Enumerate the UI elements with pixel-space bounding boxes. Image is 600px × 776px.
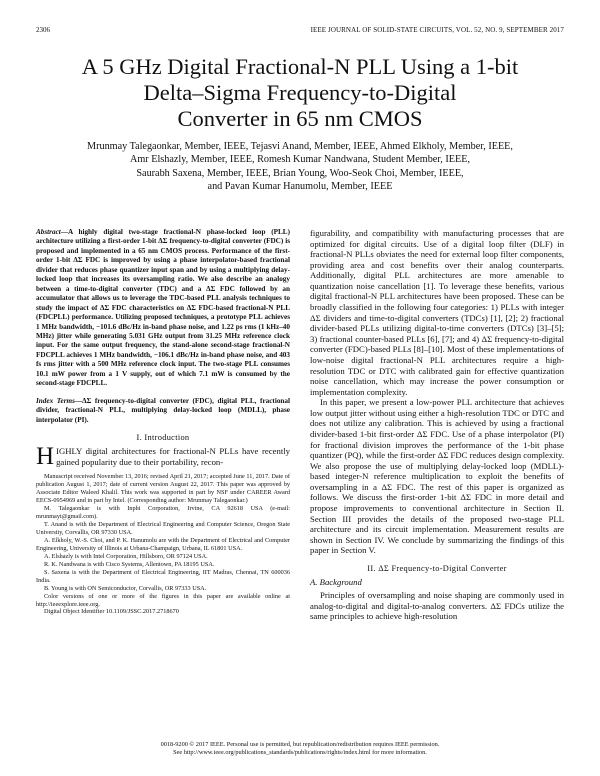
abstract-text: —A highly digital two-stage fractional-N phase-locked loop (PLL) architecture utilizing a first-order 1-bit ΔΣ frequency-to-digital converter (FDC) is proposed and implemented in a 65 nm CMOS process. Performance of the first-order 1-bit ΔΣ FDC is improved by using a phase interpolator-based fractional divider that reduces phase quantizer input span and by using a multiplying delay-locked loop that increases its oversampling ratio. We also describe an analogy between a time-to-digital converter (TDC) and a ΔΣ FDC followed by an accumulator that allows us to leverage the TDC-based PLL analysis techniques to study the impact of ΔΣ FDC characteristics on ΔΣ FDC-based fractional-N PLL (FDCPLL) performance. Utilizing proposed techniques, a prototype PLL achieves 1 MHz bandwidth, −101.6 dBc/Hz in-band phase noise, and 1.22 ps rms (1 kHz–40 MHz) jitter while generating 5.031 GHz output from 31.25 MHz reference clock input. For the same output frequency, the stand-alone second-stage fractional-N FDCPLL achieves 1 MHz bandwidth, −106.1 dBc/Hz in-band phase noise, and 403 fs rms jitter with a 500 MHz reference clock input. The two-stage PLL consumes 10.1 mW power from a 1 V supply, out of which 7.1 mW is consumed by the second-stage FDCPLL. xyxy=(36,228,290,388)
footnote-author: M. Talegaonkar is with Inphi Corporation, Irvine, CA 92618 USA (e-mail: mrunmayt@gmail.com). xyxy=(36,505,290,521)
body-paragraph: Principles of oversampling and noise shaping are commonly used in analog-to-digital and digital-to-analog converters. ΔΣ FDCs utilize the same principles to achieve high-resolution xyxy=(310,589,564,622)
title-line-3: Converter in 65 nm CMOS xyxy=(177,106,423,131)
index-terms xyxy=(36,397,290,425)
abstract-lead: Abstract xyxy=(36,228,61,236)
right-column xyxy=(310,228,564,622)
intro-text: IGHLY digital architectures for fractional-N PLLs have recently gained popularity due to their portability, recon- xyxy=(56,446,290,467)
copyright-line-1: 0018-9200 © 2017 IEEE. Personal use is permitted, but republication/redistribution requires IEEE permission. xyxy=(160,741,440,748)
drop-cap: H xyxy=(36,443,55,471)
author-line-2: Amr Elshazly, Member, IEEE, Romesh Kumar Nandwana, Student Member, IEEE, xyxy=(130,154,470,166)
title-line-1: A 5 GHz Digital Fractional-N PLL Using a 1-bit xyxy=(81,54,519,79)
abstract xyxy=(36,228,290,389)
footnote-manuscript: Manuscript received November 13, 2016; revised April 21, 2017; accepted June 11, 2017. Date of publication August 1, 2017; date of current version August 22, 2017. This paper was approved by Associate Editor Waleed Khalil. This work was supported in part by NSF under CAREER Award EECS-0954969 and in part by Intel. (Corresponding author: Mrunmay Talegaonkar.) xyxy=(36,473,290,505)
footnote-author: T. Anand is with the Department of Electrical Engineering and Computer Science, Oregon State University, Corvallis, OR 97330 USA. xyxy=(36,520,290,536)
author-list xyxy=(40,140,560,194)
footnote-author: R. K. Nandwana is with Cisco Systems, Allentown, PA 18195 USA. xyxy=(44,560,215,568)
running-header: IEEE JOURNAL OF SOLID-STATE CIRCUITS, VOL. 52, NO. 9, SEPTEMBER 2017 xyxy=(310,26,564,34)
subsection-heading-background: A. Background xyxy=(310,576,362,587)
copyright-notice xyxy=(0,741,600,757)
footnote-doi: Digital Object Identifier 10.1109/JSSC.2017.2718670 xyxy=(44,608,179,616)
footnote-color-versions: Color versions of one or more of the figures in this paper are available online at http://ieeexplore.ieee.org. xyxy=(36,592,290,608)
section-heading-fdc: II. ΔΣ Frequency-to-Digital Converter xyxy=(367,563,507,573)
author-line-3: Saurabh Saxena, Member, IEEE, Brian Young, Woo-Seok Choi, Member, IEEE, xyxy=(136,167,464,179)
page-number: 2306 xyxy=(36,26,50,34)
footnotes xyxy=(36,473,290,616)
body-paragraph: figurability, and compatibility with manufacturing processes that are optimized for digital circuits. Use of a digital loop filter (DLF) in fractional-N PLLs obviates the need for external loop filter components, providing area and cost benefits over their analog counterparts. Additionally, digital PLL architectures are more amenable to quantization noise cancellation [1]. To leverage these benefits, various digital fractional-N PLL architectures have been proposed. These can be broadly classified in the following four categories: 1) PLLs with integer ΔΣ dividers and time-to-digital converters (TDCs) [1], [2]; 2) fractional divider-based PLLs utilizing digital-to-time converters (DTCs) [3]–[5]; 3) fractional counter-based PLLs [6], [7]; and 4) ΔΣ frequency-to-digital converter (FDC)-based PLLs [8]–[10]. Most of these implementations of low-noise digital fractional-N PLL architectures require a high-resolution TDC or DTC with calibrated gain for effective quantization noise cancellation, which may increase the power consumption or implementation complexity. xyxy=(310,228,564,397)
section-heading-introduction: I. Introduction xyxy=(136,433,190,443)
footnote-author: S. Saxena is with the Department of Electrical Engineering, IIT Madras, Chennai, TN 600036 India. xyxy=(36,568,290,584)
copyright-line-2: See http://www.ieee.org/publications_standards/publications/rights/index.html for more information. xyxy=(173,749,427,757)
author-line-4: and Pavan Kumar Hanumolu, Member, IEEE xyxy=(207,181,393,193)
paper-title xyxy=(0,54,600,132)
footnote-author: B. Young is with ON Semiconductor, Corvallis, OR 97333 USA. xyxy=(44,584,207,592)
footnote-author: A. Elkholy, W.-S. Choi, and P. K. Hanumolu are with the Department of Electrical and Computer Engineering, University of Illinois at Urbana-Champaign, Urbana, IL 61801 USA. xyxy=(36,536,290,552)
author-line-1: Mrunmay Talegaonkar, Member, IEEE, Tejasvi Anand, Member, IEEE, Ahmed Elkholy, Member, IEEE, xyxy=(87,141,513,152)
left-column xyxy=(36,228,290,616)
intro-paragraph xyxy=(36,443,290,471)
index-terms-lead: Index Terms xyxy=(36,396,75,405)
body-paragraph: In this paper, we present a low-power PLL architecture that achieves low output jitter without using either a high-resolution TDC or DTC and does not utilize any calibration. This is achieved by using a fractional divider-based 1-bit first-order ΔΣ FDC. Use of a phase interpolator (PI) for fractional division improves the performance of the 1-bit phase quantizer (PQ), while the first-order ΔΣ FDC reduces design complexity. We also propose the use of multiplying delay-locked loop (MDLL)-based integer-N reference multiplication to exploit the benefits of oversampling in a ΔΣ FDC. The rest of this paper is organized as follows. We discuss the first-order 1-bit ΔΣ FDC in more detail and propose improvements to conventional architecture in Section II. Section III provides the details of the proposed two-stage PLL architecture and its circuit implementation. Measurement results are shown in Section IV. We conclude by summarizing the findings of this paper in Section V. xyxy=(310,397,564,556)
footnote-author: A. Elshazly is with Intel Corporation, Hillsboro, OR 97124 USA. xyxy=(44,552,208,560)
title-line-2: Delta–Sigma Frequency-to-Digital xyxy=(143,80,457,105)
index-terms-text: —ΔΣ frequency-to-digital converter (FDC), digital PLL, fractional divider, fractional-N PLL, multiplying delay-locked loop (MDLL), phase interpolator (PI). xyxy=(36,396,291,424)
